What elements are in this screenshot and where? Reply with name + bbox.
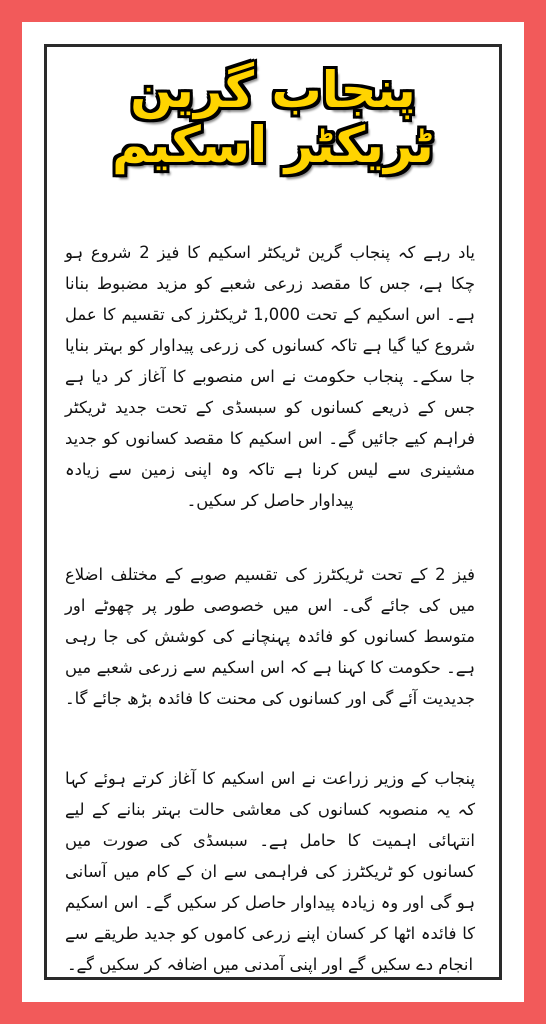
paragraph-phase-two-intro: یاد رہے کہ پنجاب گرین ٹریکٹر اسکیم کا فیز 2 شروع ہو چکا ہے، جس کا مقصد زرعی شعبے کو مزید مضبوط بنانا ہے۔ اس اسکیم کے تحت 1,000 ٹریکٹرز کی تقسیم کا عمل شروع کیا گیا ہے تاکہ کسانوں کی زرعی پیداوار کو بہتر بنایا جا سکے۔ پنجاب حکومت نے اس منصوبے کا آغاز کر دیا ہے جس کے ذریعے کسانوں کو سبسڈی کے تحت جدید ٹریکٹر فراہم کیے جائیں گے۔ اس اسکیم کا مقصد کسانوں کو جدید مشینری سے لیس کرنا ہے تاکہ وہ اپنی زمین سے زیادہ پیداوار حاصل کر سکیں۔ bbox=[65, 243, 476, 510]
paragraph-distribution: فیز 2 کے تحت ٹریکٹرز کی تقسیم صوبے کے مختلف اضلاع میں کی جائے گی۔ اس میں خصوصی طور پر چھوٹے اور متوسط کسانوں کو فائدہ پہنچانے کی کوشش کی جا رہی ہے۔ حکومت کا کہنا ہے کہ اس اسکیم سے زرعی شعبے میں جدیدیت آئے گی اور کسانوں کی محنت کا فائدہ بڑھ جائے گا۔ bbox=[65, 565, 475, 708]
article-card bbox=[44, 44, 502, 980]
paragraph-agriculture-minister: پنجاب کے وزیر زراعت نے اس اسکیم کا آغاز کرتے ہوئے کہا کہ یہ منصوبہ کسانوں کی معاشی حالت بہتر بنانے کے لیے انتہائی اہمیت کا حامل ہے۔ سبسڈی کی صورت میں کسانوں کو ٹریکٹرز کی فراہمی سے ان کے کام میں آسانی ہو گی اور وہ زیادہ پیداوار حاصل کر سکیں گے۔ اس اسکیم کا فائدہ اٹھا کر کسان اپنے زرعی کاموں کو جدید طریقے سے انجام دے سکیں گے اور اپنی آمدنی میں اضافہ کر سکیں گے۔ bbox=[65, 769, 475, 974]
article-body bbox=[47, 237, 499, 980]
article-title: پنجاب گرین ٹریکٹر اسکیم bbox=[112, 61, 434, 174]
